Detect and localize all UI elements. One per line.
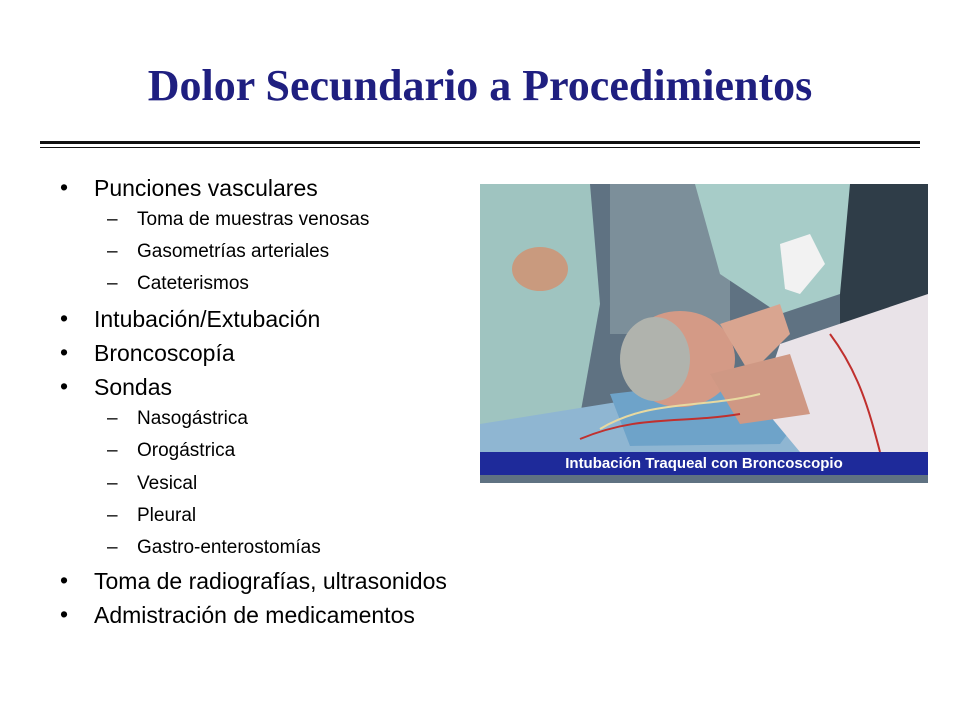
sub-bullet-text: Nasogástrica — [137, 408, 248, 429]
dash-marker: – — [107, 505, 118, 526]
dash-marker: – — [107, 209, 118, 230]
bullet-text: Punciones vasculares — [94, 175, 318, 201]
bullet-marker: • — [60, 567, 69, 593]
dash-marker: – — [107, 273, 118, 294]
sub-bullet-text: Cateterismos — [137, 273, 249, 294]
bullet-marker: • — [60, 305, 69, 331]
caption-bar — [480, 452, 928, 475]
dash-marker: – — [107, 537, 118, 558]
intubation-photo — [480, 184, 928, 483]
bullet-text: Admistración de medicamentos — [94, 602, 415, 628]
slide-title: Dolor Secundario a Procedimientos — [147, 61, 813, 110]
sub-bullet-text: Orogástrica — [137, 440, 236, 461]
sub-bullet-text: Pleural — [137, 505, 197, 526]
dash-marker: – — [107, 408, 118, 429]
intubation-photo-illustration — [480, 184, 928, 483]
photo-caption: Intubación Traqueal con Broncoscopio — [565, 455, 843, 472]
bullet-marker: • — [60, 339, 69, 365]
bullet-text: Intubación/Extubación — [94, 306, 321, 332]
sub-bullet-text: Gasometrías arteriales — [137, 241, 330, 262]
bullet-text: Broncoscopía — [94, 340, 235, 366]
bullet-marker: • — [60, 174, 69, 200]
dash-marker: – — [107, 440, 118, 461]
bullet-text: Sondas — [94, 374, 173, 400]
bullet-marker: • — [60, 373, 69, 399]
bullet-text: Toma de radiografías, ultrasonidos — [94, 568, 447, 594]
dash-marker: – — [107, 241, 118, 262]
sub-bullet-text: Vesical — [137, 473, 198, 494]
sub-bullet-text: Gastro-enterostomías — [137, 537, 321, 558]
bullet-marker: • — [60, 601, 69, 627]
sub-bullet-text: Toma de muestras venosas — [137, 209, 370, 230]
dash-marker: – — [107, 473, 118, 494]
